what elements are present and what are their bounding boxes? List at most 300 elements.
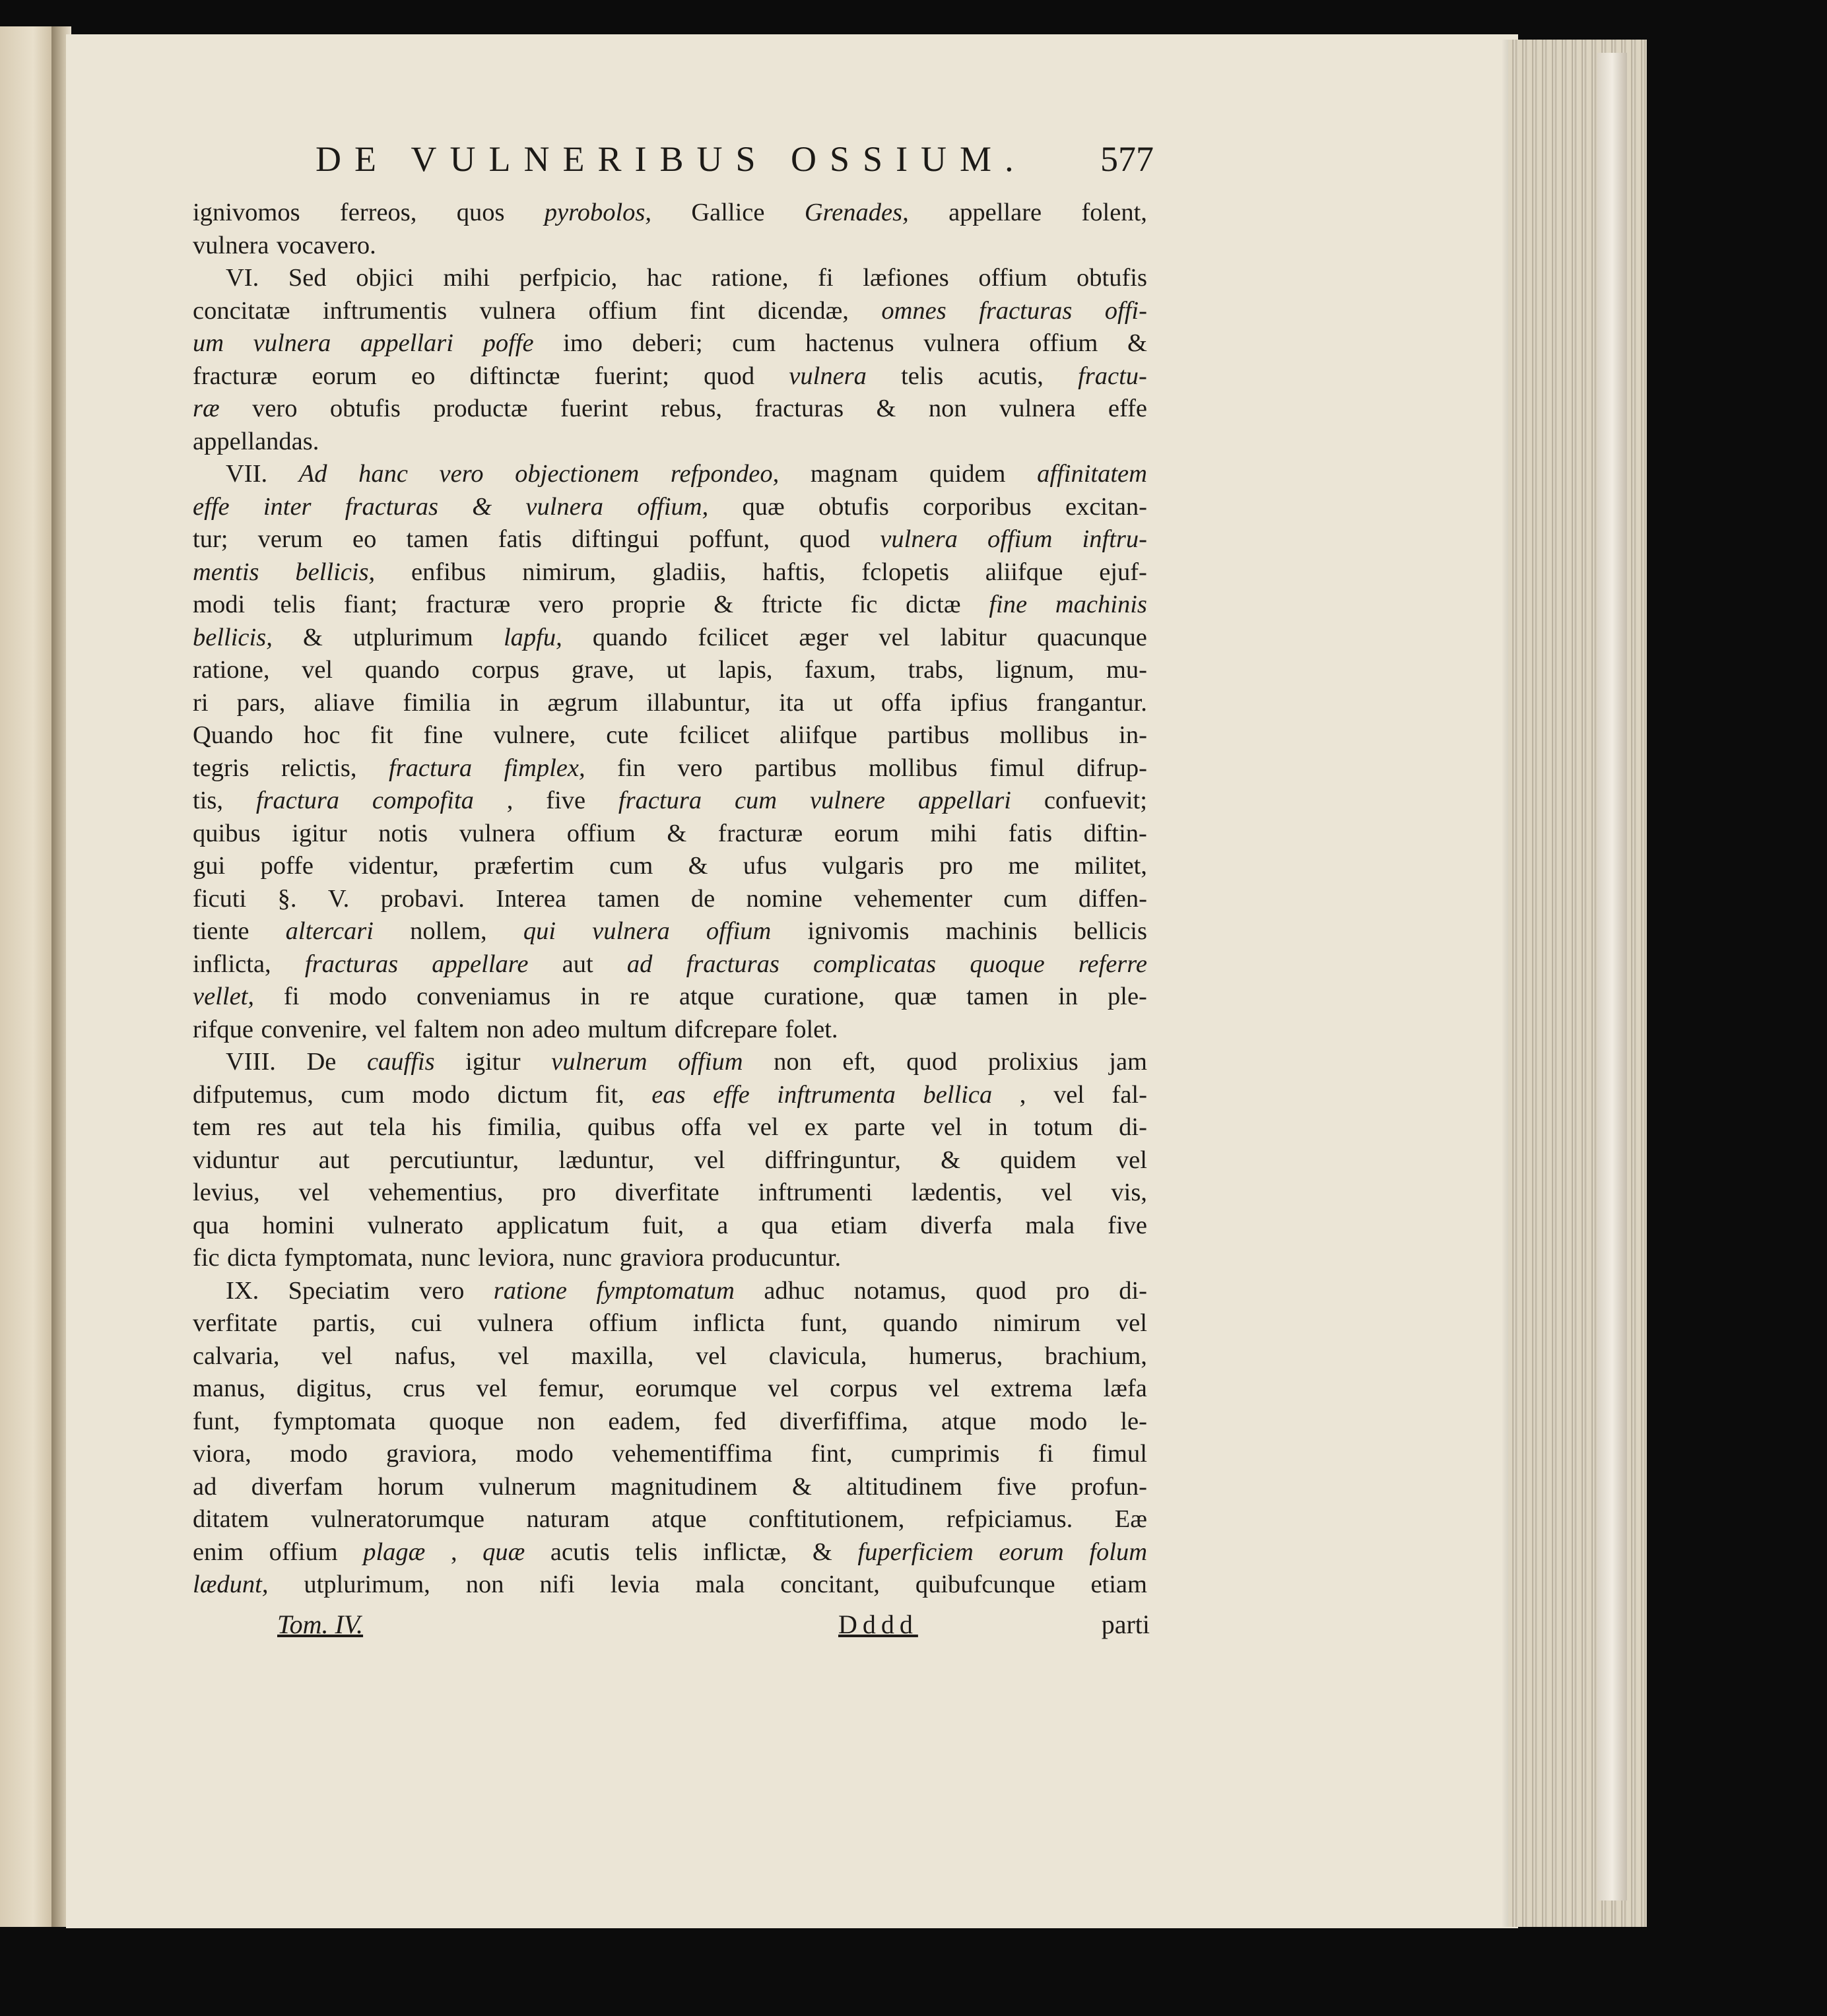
word: &	[1127, 329, 1147, 357]
word: offium	[678, 1048, 743, 1076]
word: eadem,	[608, 1407, 681, 1435]
word: vulnerum	[551, 1048, 648, 1076]
word: faltem	[414, 1015, 479, 1043]
word: ejuf-	[1099, 558, 1147, 586]
word: vel	[302, 656, 333, 684]
word: di-	[1119, 1113, 1147, 1141]
word: eorum	[834, 819, 900, 847]
word: fracturæ	[425, 591, 511, 618]
word: inter	[263, 492, 312, 521]
word: mu-	[1106, 656, 1147, 684]
word: Interea	[496, 884, 567, 913]
word: fracturæ	[193, 362, 278, 390]
word: qui	[523, 917, 556, 945]
word: ut	[832, 688, 853, 717]
word: acutis	[550, 1538, 610, 1566]
text-line	[193, 556, 1147, 589]
word: vulnera	[999, 395, 1076, 422]
word: partibus	[887, 721, 970, 749]
word: ftricte	[761, 591, 822, 618]
word: fracturas	[979, 296, 1073, 325]
word: Gallice	[691, 199, 765, 226]
word: hactenus	[805, 329, 894, 357]
word: mihi	[443, 264, 490, 292]
word: femur,	[538, 1375, 605, 1402]
text-line	[193, 1210, 1147, 1243]
word: prolixius	[987, 1048, 1079, 1076]
word: fractura	[388, 754, 473, 782]
word: vulnera	[253, 329, 331, 357]
word: bellica	[923, 1080, 993, 1109]
word: obtufis	[329, 395, 401, 422]
word: fymptomata,	[284, 1244, 414, 1272]
word: enim	[193, 1538, 244, 1566]
word: &	[688, 852, 708, 880]
word: lapfu,	[503, 623, 562, 651]
word: eorum	[999, 1538, 1064, 1566]
word: tamen	[406, 525, 469, 553]
word: militet,	[1074, 852, 1147, 880]
word: vulnere	[809, 787, 885, 814]
word: diftin-	[1083, 819, 1147, 847]
word: vel	[1115, 1309, 1147, 1337]
text-line	[193, 622, 1147, 655]
word: curatione,	[764, 983, 865, 1010]
word: ratione	[493, 1276, 567, 1305]
word: lædunt,	[193, 1571, 269, 1598]
word: objici	[356, 264, 414, 292]
word: ratione,	[711, 264, 789, 292]
word: nifi	[539, 1571, 575, 1598]
word: ficuti	[193, 884, 247, 913]
word: diffen-	[1078, 884, 1147, 913]
word: cum	[1003, 884, 1047, 913]
word: quando	[882, 1309, 958, 1337]
word: fcilicet	[679, 721, 750, 749]
word: igitur	[292, 819, 347, 847]
text-line	[193, 197, 1147, 230]
word: vulnera	[459, 819, 536, 847]
word: vero	[677, 754, 723, 782]
word: notis	[378, 819, 428, 847]
word: cum	[734, 787, 778, 814]
word: De	[306, 1048, 337, 1076]
word: probavi.	[380, 884, 465, 913]
text-line	[193, 360, 1147, 393]
word: effe	[713, 1080, 750, 1109]
word: fymptomatum	[596, 1276, 735, 1305]
word: vel	[928, 1375, 960, 1402]
word: fractura	[618, 787, 702, 814]
word: fi	[283, 983, 300, 1010]
word: ,	[506, 787, 514, 814]
catchword: parti	[1101, 1610, 1150, 1639]
word: in	[987, 1113, 1008, 1141]
word: cum	[609, 852, 653, 880]
word: quæ	[894, 983, 937, 1010]
word: fuit,	[642, 1211, 684, 1239]
word: difputemus,	[193, 1080, 314, 1109]
word: five	[546, 787, 586, 814]
word: quibufcunque	[915, 1571, 1055, 1598]
word: fit,	[595, 1080, 624, 1109]
word: refpondeo,	[670, 460, 780, 488]
text-line	[193, 1569, 1147, 1602]
word: conftitutionem,	[748, 1505, 905, 1533]
word: fracturas	[304, 950, 399, 978]
text-line	[193, 785, 1147, 818]
word: diverfam	[251, 1472, 343, 1501]
word: mala	[695, 1571, 745, 1598]
word: objectionem	[515, 460, 640, 488]
word: vel	[321, 1342, 353, 1370]
word: grave,	[571, 656, 634, 684]
word: &	[876, 395, 896, 422]
word: offium	[1029, 329, 1098, 357]
word: fimul	[989, 754, 1045, 782]
word: ratione,	[193, 656, 270, 684]
word: in	[1058, 983, 1079, 1010]
word: fuerint;	[594, 362, 669, 390]
word: eorumque	[635, 1375, 737, 1402]
text-line	[193, 1503, 1147, 1536]
word: nafus,	[394, 1342, 456, 1370]
word: five	[997, 1472, 1037, 1501]
word: fclopetis	[861, 558, 949, 586]
word: fed	[714, 1407, 747, 1435]
word: magnitudinem	[611, 1472, 758, 1501]
word: vero	[539, 591, 584, 618]
word: verfitate	[193, 1309, 278, 1337]
word: quod	[976, 1276, 1027, 1305]
running-head	[316, 139, 1154, 185]
word: fi	[818, 264, 834, 292]
word: in-	[1119, 721, 1147, 749]
word: folum	[1089, 1538, 1147, 1566]
word: calvaria,	[193, 1342, 280, 1370]
word: ple-	[1108, 983, 1147, 1010]
word: utplurimum,	[304, 1571, 430, 1598]
word: &	[667, 819, 687, 847]
word: fuerint	[560, 395, 628, 422]
word: appellare	[432, 950, 529, 978]
text-line	[193, 1079, 1147, 1112]
word: levius,	[193, 1179, 260, 1206]
word: labitur	[940, 623, 1007, 651]
text-line	[193, 1307, 1147, 1340]
text-line	[193, 654, 1147, 687]
word: fi	[1038, 1440, 1054, 1468]
word: atque	[679, 983, 735, 1010]
word: offium,	[637, 492, 709, 521]
word: ita	[779, 688, 805, 717]
gathering-signature: Dddd	[838, 1610, 918, 1639]
word: acutis,	[978, 362, 1044, 390]
word: funt,	[800, 1309, 848, 1337]
word: Quando	[193, 721, 273, 749]
word: ufus	[743, 852, 787, 880]
word: fracturæ	[717, 819, 803, 847]
text-line	[193, 230, 1147, 263]
word: fracturas	[686, 950, 780, 978]
word: tegris	[193, 754, 249, 782]
word: vehementer	[853, 884, 972, 913]
word: affinitatem	[1037, 460, 1147, 488]
word: verum	[257, 525, 323, 553]
word: concitant,	[780, 1571, 880, 1598]
word: corpus	[830, 1375, 898, 1402]
word: proprie	[612, 591, 686, 618]
word: dicendæ,	[757, 296, 849, 325]
word: viduntur	[193, 1146, 279, 1174]
word: ipfius	[950, 688, 1008, 717]
word: le-	[1120, 1407, 1147, 1435]
word: fiant;	[343, 591, 398, 618]
word: vulnere,	[493, 721, 576, 749]
word: fal-	[1112, 1080, 1147, 1109]
word: lapis,	[718, 656, 773, 684]
word: refpiciamus.	[946, 1505, 1073, 1533]
word: Ad	[298, 460, 327, 488]
word: vel	[375, 1015, 407, 1043]
word: partibus	[754, 754, 837, 782]
word: cauffis	[366, 1048, 435, 1076]
word: bellicis,	[193, 623, 273, 651]
word: modi	[193, 591, 246, 618]
word: &	[812, 1538, 832, 1566]
word: fractura	[255, 787, 340, 814]
word: corpus	[471, 656, 540, 684]
word: graviora,	[385, 1440, 477, 1468]
word: ex	[804, 1113, 829, 1141]
text-line	[193, 1438, 1147, 1471]
word: læduntur,	[558, 1146, 655, 1174]
text-line	[193, 883, 1147, 916]
word: non	[537, 1407, 576, 1435]
word: viora,	[193, 1440, 251, 1468]
word: quoque	[970, 950, 1045, 978]
word: eft,	[842, 1048, 876, 1076]
word: diftinctæ	[469, 362, 560, 390]
word: humerus,	[909, 1342, 1003, 1370]
word: læfiones	[863, 264, 949, 292]
word: vel	[879, 623, 910, 651]
word: obtufis	[818, 492, 889, 521]
word: applicatum	[496, 1211, 610, 1239]
page-footer	[277, 1609, 1150, 1648]
word: læfa	[1103, 1375, 1147, 1402]
word: in	[499, 688, 519, 717]
word: diftingui	[572, 525, 659, 553]
word: digitus,	[296, 1375, 372, 1402]
word: effe	[193, 492, 230, 521]
text-line	[193, 719, 1147, 752]
word: diverfiffima,	[779, 1407, 908, 1435]
word: appellandas.	[193, 427, 319, 455]
word: inftrumenta	[777, 1080, 896, 1109]
word: appellari	[917, 787, 1011, 814]
word: ignivomos	[193, 199, 300, 226]
text-line	[193, 1406, 1147, 1439]
word: vero	[418, 1276, 465, 1305]
word: vulnera	[592, 917, 670, 945]
word: etiam	[1090, 1571, 1147, 1598]
word: aliifque	[780, 721, 857, 749]
word: relictis,	[281, 754, 357, 782]
running-title: DE VULNERIBUS OSSIUM.	[316, 139, 1027, 179]
word: igitur	[465, 1048, 521, 1076]
word: cui	[411, 1309, 442, 1337]
word: jam	[1109, 1048, 1147, 1076]
word: leviora,	[478, 1244, 555, 1272]
word: ræ	[193, 395, 220, 422]
word: Eæ	[1114, 1505, 1147, 1533]
word: cute	[606, 721, 649, 749]
word: parte	[854, 1113, 906, 1141]
word: tamen	[966, 983, 1029, 1010]
word: gladiis,	[652, 558, 727, 586]
page-number: 577	[1100, 139, 1154, 179]
word: me	[1008, 852, 1040, 880]
word: lignum,	[995, 656, 1075, 684]
word: vel	[1041, 1179, 1073, 1206]
word: funt,	[193, 1407, 240, 1435]
word: ad	[626, 950, 653, 978]
word: concitatæ	[193, 296, 290, 325]
word: offium	[588, 296, 657, 325]
word: nomine	[746, 884, 822, 913]
word: vel	[298, 1179, 330, 1206]
text-line	[193, 981, 1147, 1014]
word: vel	[1115, 1146, 1147, 1174]
word: quidem	[1000, 1146, 1077, 1174]
word: faxum,	[805, 656, 877, 684]
word: modo	[329, 983, 387, 1010]
word: vero	[439, 460, 484, 488]
word: eas	[651, 1080, 686, 1109]
word: offium	[566, 819, 636, 847]
body-text	[193, 197, 1147, 1602]
word: tamen	[597, 884, 660, 913]
word: modo	[1029, 1407, 1088, 1435]
text-line	[193, 1046, 1147, 1079]
word: offium	[987, 525, 1053, 553]
word: quibus	[587, 1113, 655, 1141]
word: fymptomata	[273, 1407, 396, 1435]
word: quod	[906, 1048, 958, 1076]
word: eo	[411, 362, 436, 390]
word: deberi;	[632, 329, 703, 357]
word: altercari	[285, 917, 374, 945]
word: inflicta	[692, 1309, 765, 1337]
word: modo	[290, 1440, 348, 1468]
word: VII.	[226, 460, 268, 488]
word: quæ	[482, 1538, 525, 1566]
word: mihi	[930, 819, 978, 847]
word: inflicta,	[193, 950, 271, 978]
word: tis,	[193, 787, 224, 814]
word: corporibus	[923, 492, 1032, 521]
word: mollibus	[868, 754, 958, 782]
word: fit	[370, 721, 393, 749]
word: modo	[515, 1440, 574, 1468]
word: maxilla,	[571, 1342, 654, 1370]
word: homini	[262, 1211, 335, 1239]
word: graviora	[619, 1244, 704, 1272]
word: fatis	[498, 525, 542, 553]
word: brachium,	[1044, 1342, 1147, 1370]
word: aliave	[314, 688, 375, 717]
word: tela	[369, 1113, 407, 1141]
word: manus,	[193, 1375, 266, 1402]
word: quidem	[929, 460, 1006, 488]
text-line	[193, 818, 1147, 851]
word: vulnera	[193, 231, 269, 259]
word: vulnera	[477, 1309, 554, 1337]
word: VIII.	[226, 1048, 276, 1076]
word: vulnerum	[479, 1472, 576, 1501]
word: appellare	[948, 199, 1042, 226]
word: percutiuntur,	[389, 1146, 519, 1174]
text-line	[193, 262, 1147, 295]
word: pro	[1055, 1276, 1090, 1305]
word: vel	[768, 1375, 799, 1402]
word: ignivomis	[807, 917, 910, 945]
volume-signature: Tom. IV.	[277, 1610, 364, 1639]
word: quibus	[193, 819, 261, 847]
word: vulneratorumque	[310, 1505, 484, 1533]
word: confuevit;	[1044, 787, 1147, 814]
word: non	[928, 395, 967, 422]
word: utplurimum	[353, 623, 473, 651]
word: atque	[941, 1407, 997, 1435]
word: atque	[651, 1505, 707, 1533]
text-line	[193, 1111, 1147, 1144]
word: productæ	[433, 395, 528, 422]
word: five	[1108, 1211, 1147, 1239]
text-line	[193, 491, 1147, 524]
word: plagæ	[363, 1538, 426, 1566]
word: ferreos,	[339, 199, 417, 226]
text-line	[193, 915, 1147, 948]
word: V.	[327, 884, 350, 913]
word: modo	[412, 1080, 470, 1109]
text-line	[193, 948, 1147, 981]
word: poffe	[260, 852, 314, 880]
word: machinis	[945, 917, 1038, 945]
text-line	[193, 295, 1147, 328]
word: mala	[1025, 1211, 1075, 1239]
word: machinis	[1055, 591, 1147, 618]
word: cumprimis	[890, 1440, 1000, 1468]
word: fracturas	[754, 395, 844, 422]
word: ditatem	[193, 1505, 269, 1533]
word: inflictæ,	[703, 1538, 787, 1566]
word: pro	[542, 1179, 576, 1206]
text-line	[193, 1275, 1147, 1308]
word: aut	[318, 1146, 350, 1174]
word: a	[717, 1211, 729, 1239]
word: vulnera	[789, 362, 867, 390]
word: dictum	[497, 1080, 568, 1109]
word: &	[302, 623, 323, 651]
word: fine	[989, 591, 1028, 618]
word: cum	[732, 329, 776, 357]
word: convenire,	[261, 1015, 368, 1043]
word: poffe	[482, 329, 534, 357]
text-line	[193, 1242, 1147, 1275]
word: trabs,	[908, 656, 964, 684]
